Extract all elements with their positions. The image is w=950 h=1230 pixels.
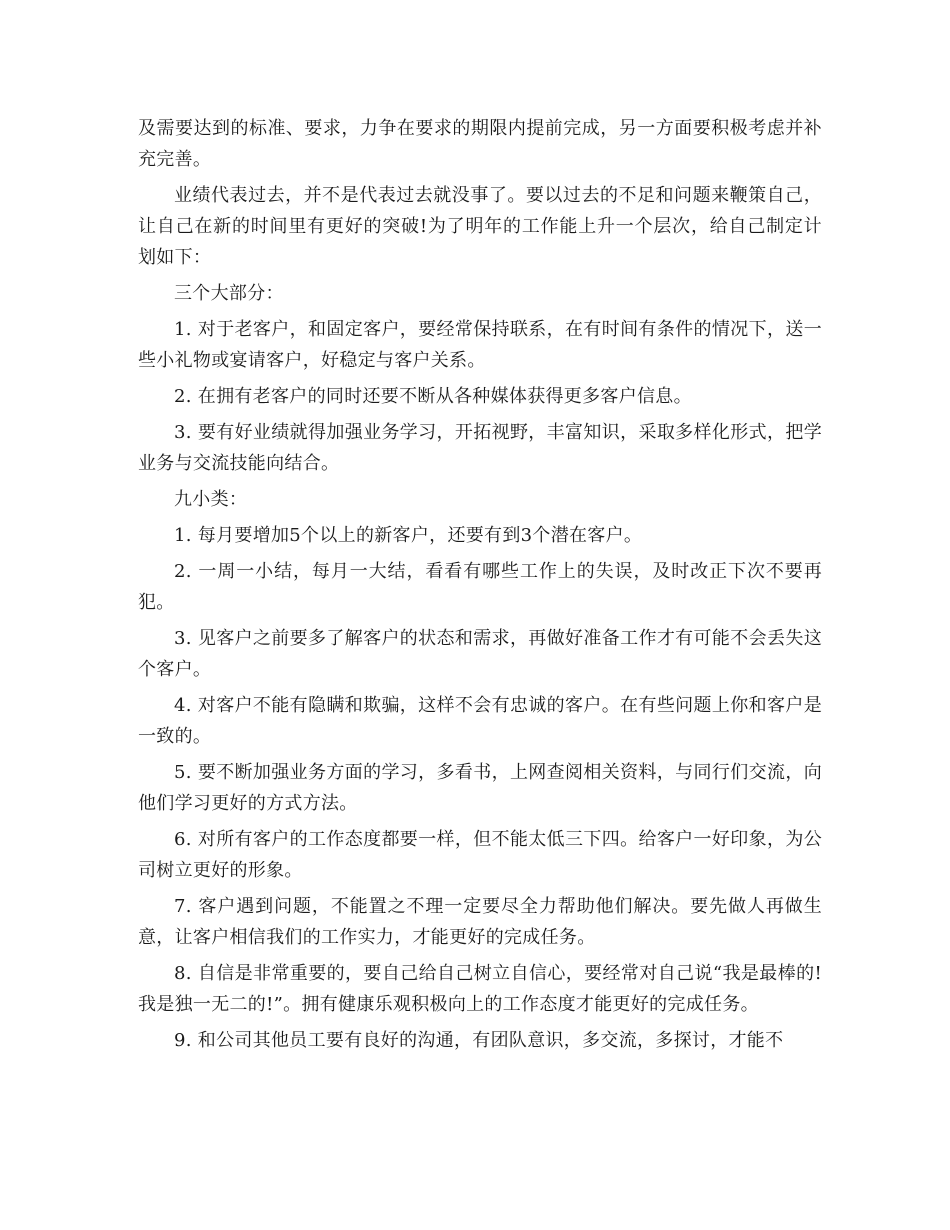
paragraph: 及需要达到的标准、要求，力争在要求的期限内提前完成，另一方面要积极考虑并补充完善。 [138,118,822,170]
list-item: 9. 和公司其他员工要有良好的沟通，有团队意识，多交流，多探讨，才能不 [174,1030,784,1051]
list-item: 6. 对所有客户的工作态度都要一样，但不能太低三下四。给客户一好印象，为公司树立更好的形象。 [138,829,822,881]
list-item: 1. 每月要增加5个以上的新客户，还要有到3个潜在客户。 [174,525,643,546]
list-item: 3. 要有好业绩就得加强业务学习，开拓视野，丰富知识，采取多样化形式，把学业务与交流技能向结合。 [138,422,822,474]
section-heading: 三个大部分： [174,283,284,304]
document-body [138,113,822,1061]
list-item: 1. 对于老客户，和固定客户，要经常保持联系，在有时间有条件的情况下，送一些小礼物或宴请客户，好稳定与客户关系。 [138,319,822,371]
list-item: 3. 见客户之前要多了解客户的状态和需求，再做好准备工作才有可能不会丢失这个客户。 [138,628,822,680]
paragraph: 业绩代表过去，并不是代表过去就没事了。要以过去的不足和问题来鞭策自己，让自己在新的时间里有更好的突破!为了明年的工作能上升一个层次，给自己制定计划如下： [138,185,822,268]
section-heading: 九小类： [174,489,248,510]
list-item: 7. 客户遇到问题，不能置之不理一定要尽全力帮助他们解决。要先做人再做生意，让客户相信我们的工作实力，才能更好的完成任务。 [138,896,822,948]
list-item: 4. 对客户不能有隐瞒和欺骗，这样不会有忠诚的客户。在有些问题上你和客户是一致的。 [138,695,822,747]
list-item: 2. 一周一小结，每月一大结，看看有哪些工作上的失误，及时改正下次不要再犯。 [138,561,822,613]
list-item: 5. 要不断加强业务方面的学习，多看书，上网查阅相关资料，与同行们交流，向他们学习更好的方式方法。 [138,762,822,814]
list-item: 2. 在拥有老客户的同时还要不断从各种媒体获得更多客户信息。 [174,386,692,407]
list-item: 8. 自信是非常重要的，要自己给自己树立自信心，要经常对自己说“我是最棒的!我是独一无二的!”。拥有健康乐观积极向上的工作态度才能更好的完成任务。 [138,963,822,1015]
